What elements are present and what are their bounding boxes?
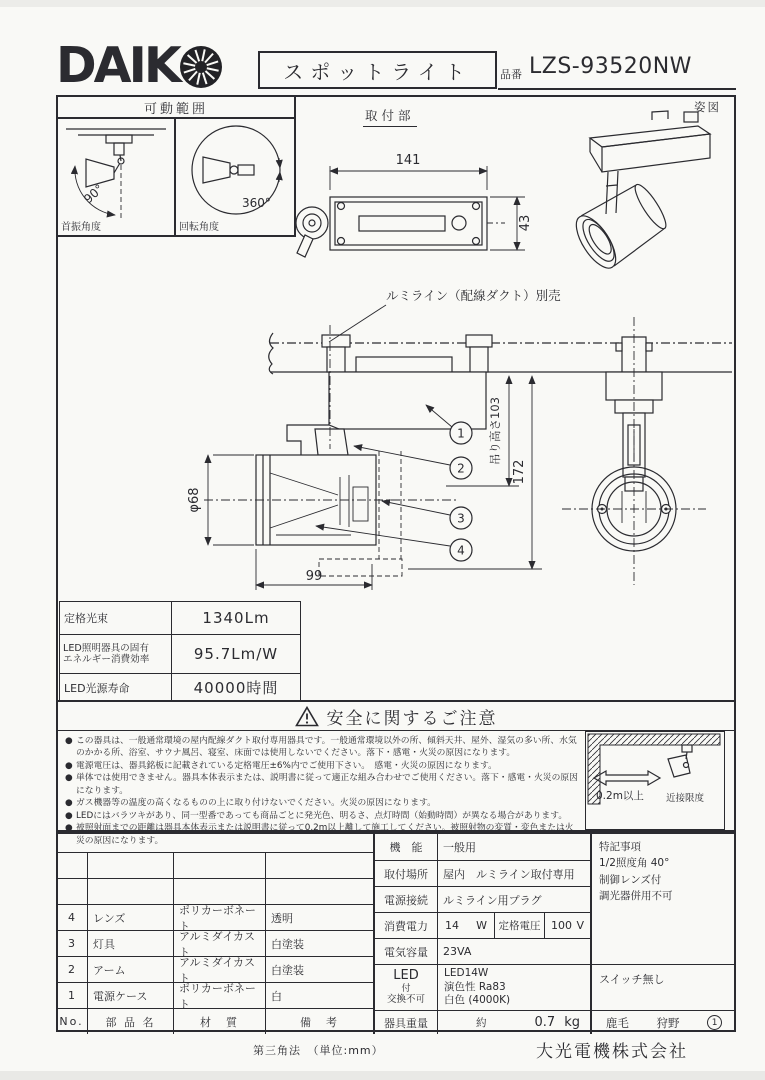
movable-range-box [56, 95, 296, 237]
daiko-logo-o-icon [178, 44, 224, 90]
function-label: 機 能 [375, 834, 438, 860]
safety-bullet: ● 電源電圧は、器具銘板に記載されている定格電圧±6%内でご使用下さい。 感電・火災の原因になります。 [65, 760, 497, 771]
duct-note: ルミライン（配線ダクト）別売 [386, 288, 561, 303]
safety-bullet: ● この器具は、一般通常環境の屋内配線ダクト取付専用器具です。一般通常環境以外の所、傾斜天井、屋外、湿気の多い所、水気のかかる所、浴室、サウナ風呂、寝室、床面では使用しないでください。落下・感電・火災の原因になります。 [65, 736, 577, 759]
led-label: LED 付 交換不可 [375, 965, 438, 1010]
main-dimension-drawing [56, 237, 736, 603]
product-title: スポットライト [283, 59, 472, 84]
table-row [60, 634, 300, 673]
total-height-dim: 172 [512, 459, 527, 485]
scan-edge-bottom [0, 1071, 765, 1080]
photometrics-table [59, 601, 301, 702]
table-row [56, 878, 373, 904]
spec-table [375, 834, 590, 1034]
function-value: 一般用 [443, 841, 476, 854]
capacity-label: 電気容量 [375, 939, 438, 964]
revision-badge: 1 [707, 1015, 722, 1030]
table-row: 4 レンズ ポリカーボネート 透明 [56, 904, 373, 930]
swing-angle-cell [58, 119, 176, 235]
led-row [375, 964, 590, 1010]
parts-header-row: No. 部 品 名 材 質 備 考 [56, 1008, 373, 1034]
part-number-label: 品番 [500, 68, 522, 81]
rotation-angle-diagram [176, 119, 294, 233]
note-line: 制御レンズ付 [599, 873, 662, 886]
parts-table [56, 834, 375, 1034]
appearance-title: 姿図 [694, 100, 721, 114]
lifetime-value: 40000時間 [193, 679, 279, 697]
connection-value: ルミライン用プラグ [443, 893, 542, 907]
approval-row [592, 1010, 736, 1034]
approver-1: 鹿毛 [605, 1015, 629, 1030]
safety-bullet: ● 被照射面までの距離は器具本体表示または説明書に従って0.2m以上離して施工してください。被照射物の変質・変色または火災の原因になります。 [65, 823, 574, 846]
diameter-dim: φ68 [187, 487, 202, 513]
efficiency-label: LED照明器具の固有 エネルギー消費効率 [60, 635, 172, 673]
mounting-height-dim: 43 [518, 214, 533, 232]
table-row [60, 673, 300, 701]
safety-bullet: ● ガス機器等の温度の高くなるものの上に取り付けないでください。火災の原因になります。 [65, 798, 436, 809]
table-row [56, 852, 373, 878]
callout-2: 2 [457, 461, 465, 476]
safety-bullet: ● 単体では使用できません。器具本体表示または、説明書に従って適正な組み合わせでご使用ください。落下・感電・火災の原因になります。 [65, 773, 578, 796]
clearance-label: 近接限度 [666, 793, 705, 804]
voltage-label: 定格電圧 [495, 913, 545, 938]
notes-column [590, 834, 736, 1034]
swing-angle-diagram [58, 119, 174, 233]
mounting-width-dim: 141 [395, 153, 421, 168]
daiko-logo-text: DAIK [56, 36, 179, 94]
weight-label: 器具重量 [375, 1011, 438, 1034]
voltage-value: 100 V [551, 919, 584, 932]
luminous-flux-value: 1340Lm [202, 609, 270, 627]
callout-4: 4 [457, 543, 465, 558]
table-row [375, 912, 590, 938]
connection-label: 電源接続 [375, 887, 438, 912]
table-row [375, 938, 590, 964]
rotation-angle-value: 360° [242, 196, 271, 210]
switch-note: スイッチ無し [592, 964, 736, 1010]
swing-angle-label: 首振角度 [61, 222, 101, 233]
special-notes [592, 834, 736, 964]
rotation-angle-cell [176, 119, 294, 235]
mounting-section-title: 取付部 [363, 106, 417, 127]
table-row [60, 602, 300, 634]
movable-range-title: 可動範囲 [58, 97, 294, 119]
clearance-diagram [586, 732, 723, 828]
table-row [375, 886, 590, 912]
projection-note: 第三角法 （単位:mm） [253, 1044, 384, 1057]
part-number: LZS-93520NW [529, 54, 692, 79]
rotation-angle-label: 回転角度 [179, 222, 219, 233]
location-value: 屋内 ルミライン取付専用 [443, 867, 575, 881]
safety-bullet: ● LEDにはバラツキがあり、同一型番であっても商品ごとに発光色、明るさ、点灯時間（始動時間）が異なる場合があります。 [65, 810, 568, 821]
note-line: 1/2照度角 40° [599, 857, 670, 870]
company-name: 大光電機株式会社 [536, 1042, 688, 1062]
approver-2: 狩野 [656, 1015, 680, 1030]
part-number-underline [498, 88, 736, 90]
power-value: 14 W [438, 913, 495, 938]
special-notes-title: 特記事項 [599, 841, 641, 853]
capacity-value: 23VA [443, 945, 472, 958]
warning-triangle-icon [295, 706, 319, 727]
power-label: 消費電力 [375, 913, 438, 938]
led-value: LED14W 演色性 Ra83 白色 (4000K) [444, 967, 511, 1007]
length-dim: 99 [305, 569, 323, 584]
product-title-box [258, 51, 497, 89]
swing-angle-value: 90° [81, 181, 107, 207]
clearance-distance: 0.2m以上 [596, 790, 644, 802]
front-view-drawing [562, 317, 706, 585]
safety-bullets [65, 735, 581, 847]
callout-1: 1 [457, 426, 465, 441]
table-row: 3 灯具 アルミダイカスト 白塗装 [56, 930, 373, 956]
location-label: 取付場所 [375, 861, 438, 886]
weight-row [375, 1010, 590, 1034]
bottom-tables [56, 832, 736, 1032]
clearance-diagram-box [585, 731, 725, 830]
luminous-flux-label: 定格光束 [60, 602, 172, 634]
table-row: 2 アーム アルミダイカスト 白塗装 [56, 956, 373, 982]
safety-section [56, 700, 736, 846]
scan-edge-top [0, 0, 765, 7]
table-row: 1 電源ケース ポリカーボネート 白 [56, 982, 373, 1008]
safety-title: 安全に関するご注意 [326, 708, 498, 729]
note-line: 調光器併用不可 [599, 889, 673, 902]
hang-height-dim: 吊り高さ103 [488, 397, 502, 465]
callout-3: 3 [457, 511, 465, 526]
table-row [375, 860, 590, 886]
lifetime-label: LED光源寿命 [60, 674, 172, 701]
weight-value: 約 0.7 kg [476, 1015, 580, 1030]
table-row [375, 834, 590, 860]
efficiency-value: 95.7Lm/W [193, 645, 279, 663]
daiko-logo [56, 36, 224, 94]
safety-header [58, 702, 734, 731]
